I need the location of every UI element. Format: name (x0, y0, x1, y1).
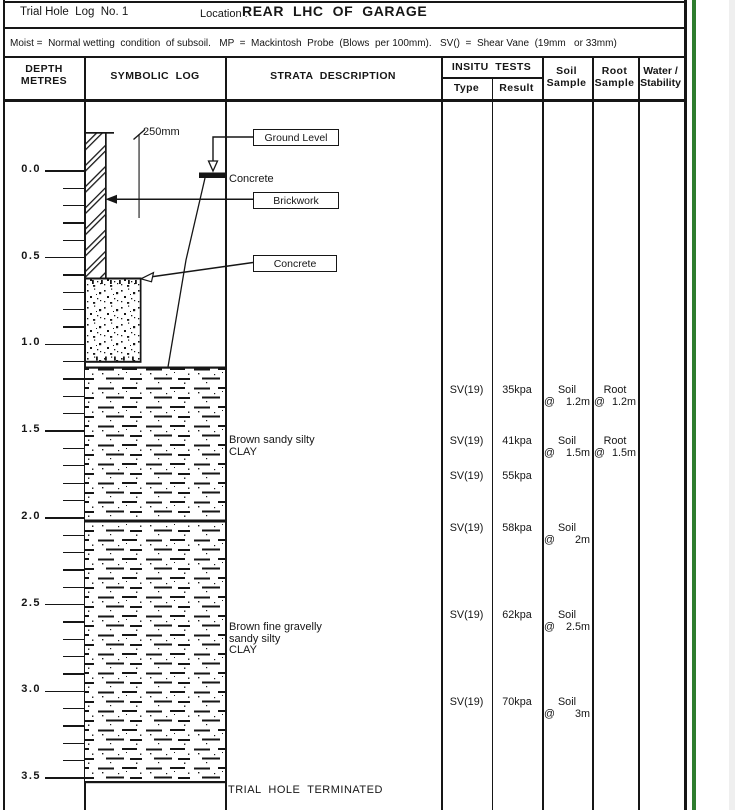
soil-sample (543, 522, 591, 546)
test-type: SV(19) (449, 470, 484, 482)
root-sample-depth: @ 1.2m (594, 396, 636, 408)
footing-arrow (141, 273, 154, 282)
log-number-title: Trial Hole Log No. 1 (20, 6, 129, 18)
clay-strata (85, 368, 225, 782)
depth-minor-tick (63, 552, 84, 553)
col-header-water-stability (638, 65, 683, 89)
root-sample-label: Root (603, 435, 627, 447)
depth-label: 1.5 (21, 423, 41, 436)
soil-sample-label: Soil (557, 522, 576, 534)
test-result: 62kpa (502, 609, 532, 621)
depth-label: 0.0 (21, 163, 41, 175)
depth-major-tick (45, 777, 84, 779)
col-header-depth (5, 63, 83, 87)
col-header-soil-line2: Sample (546, 77, 587, 89)
soil-sample (543, 696, 591, 720)
strata-description-line: Brown fine gravelly (229, 621, 322, 633)
test-type: SV(19) (449, 384, 484, 396)
depth-label: 3.0 (21, 683, 41, 696)
col-header-strata: STRATA DESCRIPTION (270, 70, 396, 82)
col-header-type: Type (453, 82, 480, 94)
col-header-soil-line1: Soil (556, 65, 577, 77)
border-top (3, 1, 687, 3)
depth-label: 0.5 (21, 249, 41, 262)
depth-minor-tick (63, 292, 84, 293)
legend-line: Moist = Normal wetting condition of subsoil. MP = Mackintosh Probe (Blows per 100mm). SV() = Shear Vane (19mm or 33mm) (10, 38, 617, 49)
depth-minor-tick (63, 743, 84, 744)
soil-sample (543, 384, 591, 408)
root-sample (593, 384, 637, 408)
soil-sample-label: Soil (557, 696, 576, 708)
concrete-footing (86, 279, 140, 362)
test-type: SV(19) (449, 696, 484, 708)
strata-boundary-line (84, 520, 226, 523)
depth-minor-tick (63, 309, 84, 310)
depth-label: 3.5 (21, 770, 41, 782)
depth-minor-tick (63, 535, 84, 536)
ground-level-leader (213, 137, 253, 162)
col-header-soil-sample (542, 65, 591, 89)
dimension-label: 250mm (143, 126, 180, 138)
depth-minor-tick (63, 725, 84, 726)
root-sample-label: Root (603, 384, 627, 396)
col-header-insitu: INSITU TESTS (451, 61, 532, 73)
col-header-symbolic: SYMBOLIC LOG (110, 70, 200, 82)
test-result: 35kpa (502, 384, 532, 396)
test-result: 41kpa (502, 435, 532, 447)
col-header-water-line2: Stability (640, 77, 681, 89)
depth-label: 2.0 (21, 509, 41, 522)
test-type: SV(19) (449, 522, 484, 534)
test-type: SV(19) (449, 609, 484, 621)
strata-description-line: CLAY (229, 445, 257, 458)
depth-major-tick (45, 430, 84, 432)
brick-wall-hatch (85, 133, 106, 279)
depth-minor-tick (63, 569, 84, 570)
soil-sample-depth: @ 1.2m (544, 396, 590, 408)
depth-minor-tick (63, 708, 84, 709)
depth-minor-tick (63, 760, 84, 761)
depth-minor-tick (63, 326, 84, 327)
brickwork-callout: Brickwork (253, 192, 339, 209)
depth-minor-tick (63, 274, 84, 275)
depth-minor-tick (63, 188, 84, 189)
root-sample-depth: @ 1.5m (594, 447, 636, 459)
soil-sample-depth: @ 3m (544, 708, 590, 720)
termination-note: TRIAL HOLE TERMINATED (228, 784, 383, 796)
concrete-slab (199, 173, 225, 179)
depth-minor-tick (63, 483, 84, 484)
concrete-surface-label: Concrete (229, 173, 274, 185)
depth-minor-tick (63, 413, 84, 414)
strata-description-line: Brown sandy silty (229, 434, 315, 446)
depth-minor-tick (63, 205, 84, 206)
title-box-divider (3, 27, 687, 29)
footing-leader (150, 263, 253, 278)
soil-sample-label: Soil (557, 384, 576, 396)
depth-minor-tick (63, 396, 84, 397)
col-header-result: Result (499, 82, 534, 94)
depth-label: 1.0 (21, 336, 41, 349)
col-header-water-line1: Water / (643, 65, 678, 77)
test-result: 58kpa (502, 522, 532, 534)
test-result: 70kpa (502, 696, 532, 708)
col-header-root-line1: Root (601, 65, 628, 77)
soil-sample-label: Soil (557, 609, 576, 621)
ground-level-callout: Ground Level (253, 129, 339, 146)
col-header-depth-line1: DEPTH (25, 63, 63, 75)
test-result: 55kpa (502, 470, 532, 482)
depth-minor-tick (63, 587, 84, 588)
depth-minor-tick (63, 222, 84, 223)
dimension-line (139, 134, 140, 218)
depth-minor-tick (63, 656, 84, 657)
table-top-line (3, 56, 687, 58)
depth-major-tick (45, 517, 84, 519)
root-sample (593, 435, 637, 459)
depth-minor-tick (63, 673, 84, 674)
location-label: Location : (200, 8, 248, 20)
depth-minor-tick (63, 240, 84, 241)
strata-description (229, 622, 429, 657)
col-header-root-line2: Sample (594, 77, 635, 89)
strata-description-line: sandy silty (229, 632, 281, 645)
insitu-sub-divider (441, 77, 542, 79)
col-header-depth-line2: METRES (20, 75, 68, 87)
depth-major-tick (45, 344, 84, 346)
depth-label: 2.5 (21, 596, 41, 609)
depth-minor-tick (63, 639, 84, 640)
col-header-root-sample (592, 65, 637, 89)
depth-minor-tick (63, 448, 84, 449)
soil-sample-depth: @ 2.5m (544, 621, 590, 633)
depth-minor-tick (63, 378, 84, 379)
soil-sample (543, 435, 591, 459)
depth-minor-tick (63, 361, 84, 362)
concrete-footing-callout: Concrete (253, 255, 337, 272)
soil-sample-depth: @ 2m (544, 534, 590, 546)
strata-description (229, 435, 429, 458)
depth-major-tick (45, 691, 84, 693)
depth-minor-tick (63, 621, 84, 622)
depth-major-tick (45, 257, 84, 259)
depth-major-tick (45, 170, 84, 172)
test-type: SV(19) (449, 435, 484, 447)
strata-description-line: CLAY (229, 644, 257, 656)
ground-level-arrow (209, 161, 218, 171)
depth-minor-tick (63, 465, 84, 466)
soil-sample-depth: @ 1.5m (544, 447, 590, 459)
brickwork-arrow (106, 195, 118, 204)
soil-sample-label: Soil (557, 435, 576, 447)
soil-sample (543, 609, 591, 633)
depth-minor-tick (63, 500, 84, 501)
depth-major-tick (45, 604, 84, 606)
location-value: REAR LHC OF GARAGE (242, 3, 428, 19)
trial-hole-base-line (84, 781, 226, 783)
